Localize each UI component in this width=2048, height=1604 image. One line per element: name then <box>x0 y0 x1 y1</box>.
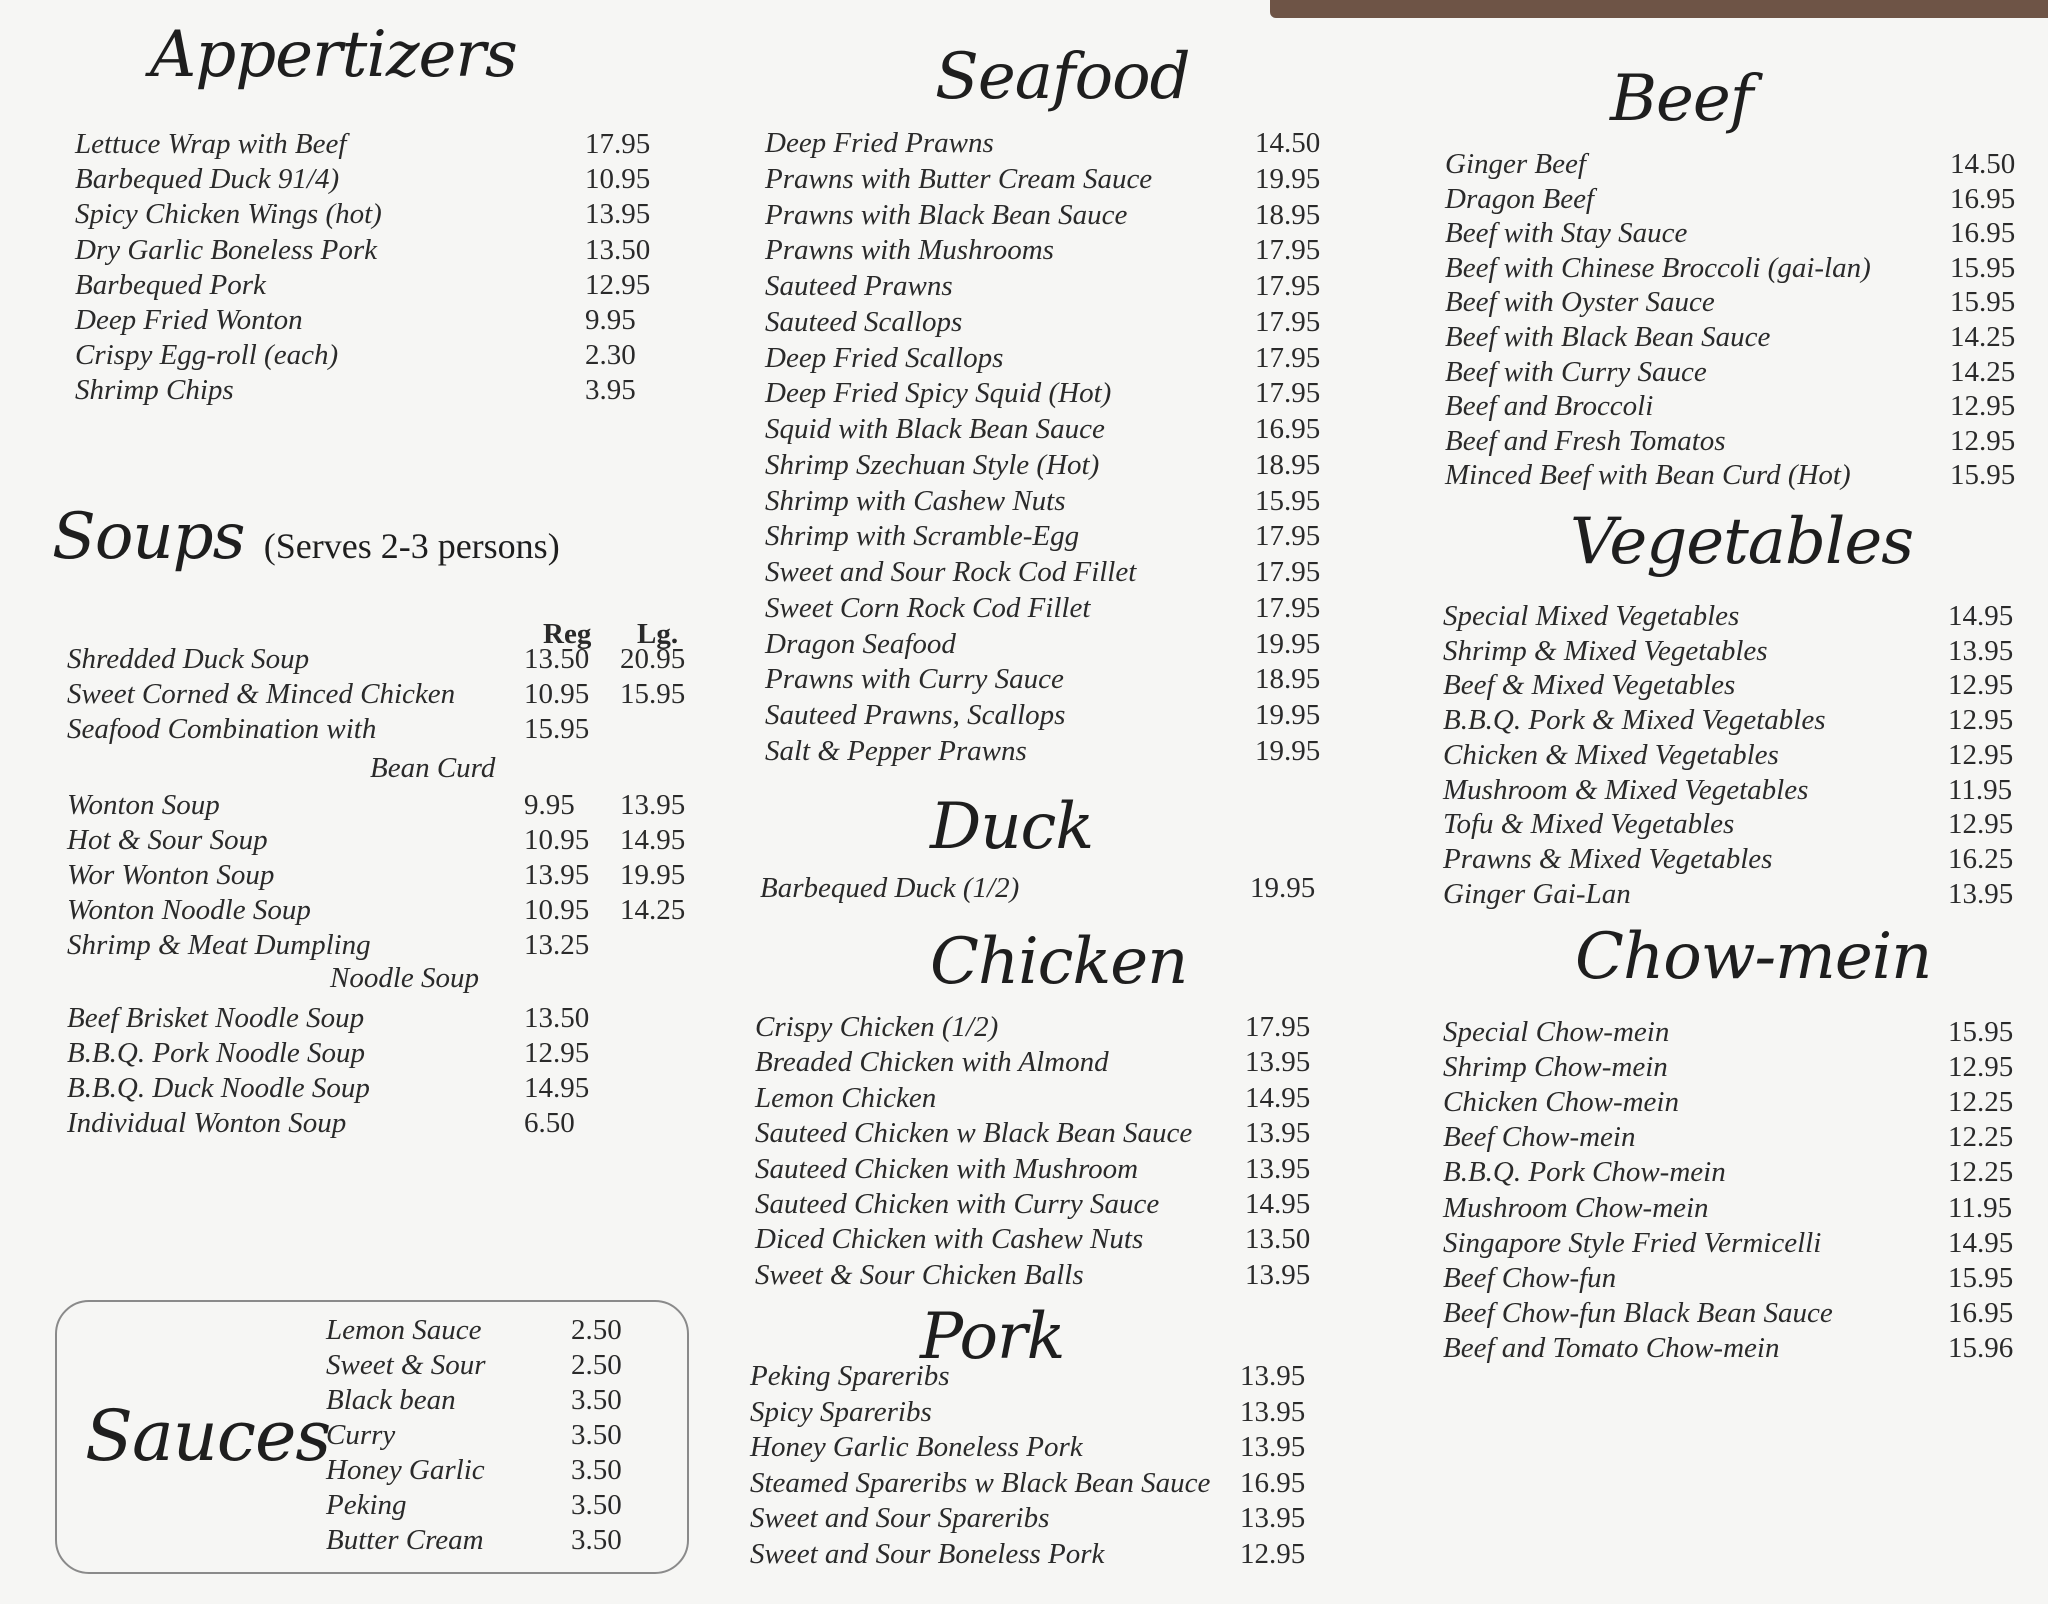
item-name: Prawns & Mixed Vegetables <box>1443 842 1773 875</box>
item-name: B.B.Q. Pork Chow-mein <box>1443 1156 1726 1189</box>
item-name: Salt & Pepper Prawns <box>765 734 1027 767</box>
item-name: Steamed Spareribs w Black Bean Sauce <box>750 1466 1211 1499</box>
item-name: Chicken & Mixed Vegetables <box>1443 738 1779 771</box>
menu-item <box>75 304 635 340</box>
item-price: 13.50 <box>585 233 651 266</box>
item-price-lg: 20.95 <box>620 643 686 675</box>
item-price-reg: 15.95 <box>524 713 590 745</box>
item-price: 15.95 <box>1950 459 2016 492</box>
menu-item <box>67 643 707 679</box>
item-name: Special Chow-mein <box>1443 1016 1670 1048</box>
item-name: Crispy Egg-roll (each) <box>75 339 339 372</box>
item-price-lg: 13.95 <box>620 789 686 821</box>
menu-item <box>750 1502 1330 1538</box>
menu-item <box>67 1037 707 1073</box>
menu-item <box>75 198 651 234</box>
item-name: Beef Chow-fun Black Bean Sauce <box>1443 1296 1833 1329</box>
item-price: 13.50 <box>1245 1223 1311 1256</box>
menu-item <box>750 1431 1330 1467</box>
menu-item <box>75 339 635 375</box>
soup-continuation: Noodle Soup <box>330 962 480 994</box>
menu-item <box>765 270 1345 306</box>
item-name: Special Mixed Vegetables <box>1443 600 1740 632</box>
item-price: 12.95 <box>1948 704 2014 737</box>
menu-item <box>1445 252 2035 288</box>
item-name: Individual Wonton Soup <box>67 1107 347 1139</box>
item-name: Peking <box>326 1489 407 1521</box>
soups-reg-header: Reg <box>543 618 592 650</box>
menu-item <box>765 234 1345 270</box>
item-price: 14.50 <box>1950 148 2016 180</box>
item-name: Shrimp & Meat Dumpling <box>67 929 371 961</box>
item-price: 3.50 <box>571 1384 622 1416</box>
menu-item <box>755 1188 1335 1224</box>
item-price: 10.95 <box>585 163 651 196</box>
item-name: Beef Chow-fun <box>1443 1261 1617 1294</box>
item-name: Sweet & Sour Chicken Balls <box>755 1258 1084 1291</box>
item-price: 11.95 <box>1948 1191 2013 1224</box>
menu-item <box>765 413 1345 449</box>
item-price: 11.95 <box>1948 773 2013 806</box>
menu-item <box>1443 774 2033 810</box>
item-price: 18.95 <box>1255 198 1321 231</box>
item-price: 19.95 <box>1255 734 1321 767</box>
item-price: 13.95 <box>1240 1431 1306 1463</box>
item-price: 17.95 <box>1255 341 1321 374</box>
menu-item <box>765 556 1345 592</box>
item-name: Shrimp with Scramble-Egg <box>765 520 1080 553</box>
item-price-reg: 13.95 <box>524 859 590 891</box>
item-name: Sweet Corn Rock Cod Fillet <box>765 591 1091 624</box>
item-price: 3.50 <box>571 1454 622 1486</box>
item-price: 15.95 <box>1948 1016 2014 1048</box>
menu-item <box>1443 808 2033 844</box>
menu-item <box>67 894 707 930</box>
item-name: Dragon Seafood <box>765 627 956 660</box>
item-price: 19.95 <box>1255 627 1321 660</box>
item-price-reg: 12.95 <box>524 1037 590 1069</box>
menu-item <box>326 1349 666 1385</box>
item-price: 17.95 <box>1255 377 1321 410</box>
item-price: 17.95 <box>1255 305 1321 338</box>
item-price: 14.95 <box>1245 1188 1311 1220</box>
item-price: 12.25 <box>1948 1086 2014 1119</box>
item-price: 17.95 <box>1255 591 1321 624</box>
menu-item <box>750 1360 1330 1396</box>
item-name: Peking Spareribs <box>750 1360 950 1392</box>
item-name: Prawns with Curry Sauce <box>765 663 1064 696</box>
item-name: Ginger Gai-Lan <box>1443 877 1631 910</box>
pork-heading: Pork <box>920 1300 1065 1374</box>
menu-item <box>765 127 1345 163</box>
item-price-lg: 15.95 <box>620 678 686 710</box>
item-price: 14.25 <box>1950 355 2016 388</box>
item-name: Beef with Oyster Sauce <box>1445 286 1715 319</box>
item-price: 2.50 <box>571 1349 622 1381</box>
item-name: Seafood Combination with <box>67 713 377 745</box>
menu-item <box>326 1489 666 1525</box>
item-name: Minced Beef with Bean Curd (Hot) <box>1445 459 1851 492</box>
menu-item <box>67 789 707 825</box>
item-price-reg: 10.95 <box>524 894 590 926</box>
menu-item <box>326 1454 666 1490</box>
item-name: Barbequed Pork <box>75 268 266 301</box>
item-name: Breaded Chicken with Almond <box>755 1046 1109 1079</box>
item-price: 9.95 <box>585 304 636 336</box>
item-name: Honey Garlic <box>326 1454 485 1486</box>
item-name: Deep Fried Spicy Squid (Hot) <box>765 377 1112 410</box>
item-name: Beef Chow-mein <box>1443 1121 1636 1154</box>
item-name: Sauteed Chicken w Black Bean Sauce <box>755 1117 1193 1150</box>
item-price: 13.95 <box>1948 877 2014 910</box>
menu-item <box>1445 425 2035 461</box>
menu-item <box>1445 286 2035 322</box>
item-price-reg: 10.95 <box>524 824 590 856</box>
item-name: Sweet & Sour <box>326 1349 486 1381</box>
item-price: 17.95 <box>1255 234 1321 267</box>
item-price: 18.95 <box>1255 663 1321 696</box>
item-price: 19.95 <box>1255 699 1321 731</box>
item-price: 13.95 <box>1245 1046 1311 1079</box>
menu-item <box>1443 1297 2033 1333</box>
item-price: 2.30 <box>585 339 636 372</box>
menu-item <box>750 1396 1330 1432</box>
item-price: 12.95 <box>585 268 651 301</box>
menu-item <box>1443 1262 2033 1298</box>
item-name: Shredded Duck Soup <box>67 643 310 675</box>
menu-item <box>75 268 651 305</box>
item-name: Crispy Chicken (1/2) <box>755 1011 999 1043</box>
menu-item <box>1443 600 2033 636</box>
item-price-reg: 13.50 <box>524 643 590 675</box>
item-name: Deep Fried Wonton <box>75 304 303 336</box>
menu-item <box>1443 739 2033 775</box>
item-name: Spicy Chicken Wings (hot) <box>75 198 382 231</box>
beef-heading: Beef <box>1610 62 1753 136</box>
menu-item <box>765 520 1345 556</box>
menu-item <box>765 735 1345 771</box>
item-price-lg: 14.95 <box>620 824 686 856</box>
menu-item <box>1443 704 2033 740</box>
item-price: 16.25 <box>1948 842 2014 875</box>
item-price-reg: 13.50 <box>524 1002 590 1034</box>
item-price: 15.95 <box>1255 484 1321 517</box>
item-name: Dry Garlic Boneless Pork <box>75 233 378 266</box>
item-price: 3.50 <box>571 1489 622 1521</box>
item-name: Shrimp & Mixed Vegetables <box>1443 634 1768 667</box>
item-name: Shrimp Chow-mein <box>1443 1051 1668 1084</box>
item-name: Ginger Beef <box>1445 148 1586 180</box>
menu-item <box>67 859 707 895</box>
menu-item <box>75 128 651 164</box>
item-price: 14.95 <box>1245 1081 1311 1114</box>
menu-item <box>67 929 707 965</box>
menu-item <box>67 824 707 860</box>
item-name: Dragon Beef <box>1445 182 1594 215</box>
item-price: 3.50 <box>571 1524 622 1556</box>
item-name: Barbequed Duck (1/2) <box>760 872 1020 904</box>
item-name: Lettuce Wrap with Beef <box>75 128 347 160</box>
item-price: 17.95 <box>1255 520 1321 553</box>
item-name: Sauteed Prawns, Scallops <box>765 699 1066 731</box>
item-price: 13.95 <box>1240 1502 1306 1534</box>
item-price: 18.95 <box>1255 448 1321 481</box>
item-price: 12.25 <box>1948 1156 2014 1189</box>
item-name: B.B.Q. Duck Noodle Soup <box>67 1072 370 1104</box>
item-name: B.B.Q. Pork & Mixed Vegetables <box>1443 704 1826 737</box>
item-price: 12.95 <box>1950 390 2016 423</box>
item-name: Honey Garlic Boneless Pork <box>750 1431 1083 1463</box>
item-name: Lemon Chicken <box>755 1081 937 1114</box>
item-name: Prawns with Black Bean Sauce <box>765 198 1128 231</box>
menu-item <box>326 1524 666 1560</box>
item-price: 13.95 <box>585 198 651 231</box>
menu-item <box>75 163 651 199</box>
menu-item <box>1445 356 2035 392</box>
item-price: 12.95 <box>1948 738 2014 771</box>
menu-item <box>67 713 707 749</box>
top-edge-strip <box>1270 0 2048 18</box>
item-price: 16.95 <box>1950 182 2016 215</box>
item-name: Curry <box>326 1419 396 1451</box>
item-name: Beef with Stay Sauce <box>1445 217 1688 250</box>
item-price: 15.96 <box>1948 1331 2014 1364</box>
item-price-reg: 14.95 <box>524 1072 590 1104</box>
item-name: Squid with Black Bean Sauce <box>765 413 1105 445</box>
item-name: Prawns with Butter Cream Sauce <box>765 162 1153 195</box>
item-name: Sauteed Chicken with Mushroom <box>755 1152 1139 1185</box>
menu-item <box>1443 878 2033 914</box>
item-price: 13.95 <box>1240 1395 1306 1428</box>
item-price: 17.95 <box>1245 1011 1311 1043</box>
item-name: Sweet and Sour Boneless Pork <box>750 1537 1105 1570</box>
soups-heading <box>52 500 560 574</box>
item-name: Beef with Curry Sauce <box>1445 355 1707 388</box>
item-price-lg: 14.25 <box>620 894 686 926</box>
menu-item <box>75 233 651 270</box>
item-name: Beef with Chinese Broccoli (gai-lan) <box>1445 251 1871 284</box>
item-name: Beef and Fresh Tomatos <box>1445 424 1726 457</box>
item-name: Wonton Soup <box>67 789 220 821</box>
menu-item <box>755 1082 1335 1118</box>
item-price: 16.95 <box>1950 217 2016 250</box>
menu-item <box>1445 148 2035 184</box>
item-name: B.B.Q. Pork Noodle Soup <box>67 1037 366 1069</box>
item-price: 13.95 <box>1240 1360 1306 1392</box>
item-price-reg: 9.95 <box>524 789 575 821</box>
item-price: 14.95 <box>1948 1226 2014 1259</box>
item-name: Beef and Broccoli <box>1445 390 1654 423</box>
chicken-heading: Chicken <box>930 925 1188 999</box>
item-price: 12.95 <box>1948 808 2014 841</box>
item-price: 12.95 <box>1948 669 2014 702</box>
menu-item <box>1443 1016 2033 1052</box>
item-name: Mushroom & Mixed Vegetables <box>1443 773 1809 806</box>
menu-item <box>1445 459 2035 495</box>
menu-item <box>1443 1227 2033 1263</box>
item-name: Diced Chicken with Cashew Nuts <box>755 1223 1144 1256</box>
menu-item <box>1443 1051 2033 1087</box>
item-price: 16.95 <box>1255 413 1321 445</box>
appetizers-heading: Appertizers <box>150 18 517 92</box>
menu-item <box>326 1419 666 1455</box>
item-price-reg: 6.50 <box>524 1107 575 1139</box>
menu-item <box>1445 390 2035 426</box>
item-price: 13.95 <box>1948 634 2014 667</box>
item-name: Spicy Spareribs <box>750 1395 932 1428</box>
item-price: 12.95 <box>1240 1537 1306 1570</box>
item-name: Deep Fried Prawns <box>765 127 994 159</box>
item-name: Sweet and Sour Spareribs <box>750 1502 1050 1534</box>
menu-item <box>67 1107 707 1143</box>
menu-item <box>765 377 1345 413</box>
item-name: Barbequed Duck 91/4) <box>75 163 340 196</box>
item-price: 3.50 <box>571 1419 622 1451</box>
menu-item <box>765 699 1345 735</box>
menu-item <box>1443 1086 2033 1122</box>
item-name: Butter Cream <box>326 1524 484 1556</box>
item-name: Prawns with Mushrooms <box>765 234 1054 267</box>
item-name: Sweet Corned & Minced Chicken <box>67 678 456 710</box>
menu-item <box>755 1223 1335 1259</box>
menu-item <box>765 306 1345 342</box>
menu-item <box>67 678 707 714</box>
item-name: Beef with Black Bean Sauce <box>1445 321 1771 353</box>
item-name: Sauteed Prawns <box>765 270 953 302</box>
item-price: 17.95 <box>1255 556 1321 588</box>
menu-item <box>1443 1121 2033 1157</box>
item-price-reg: 13.25 <box>524 929 590 961</box>
item-name: Beef and Tomato Chow-mein <box>1443 1331 1780 1364</box>
vegetables-heading: Vegetables <box>1570 505 1914 579</box>
menu-item <box>1445 321 2035 357</box>
item-name: Sweet and Sour Rock Cod Fillet <box>765 556 1137 588</box>
item-price-lg: 19.95 <box>620 859 686 891</box>
item-price: 17.95 <box>585 128 651 160</box>
item-name: Singapore Style Fried Vermicelli <box>1443 1226 1822 1259</box>
soups-title: Soups <box>52 500 245 574</box>
item-price: 15.95 <box>1948 1261 2014 1294</box>
item-name: Black bean <box>326 1384 456 1416</box>
menu-item <box>750 1538 1330 1574</box>
item-price: 15.95 <box>1950 286 2016 319</box>
menu-item <box>765 163 1345 199</box>
menu-item <box>755 1259 1335 1295</box>
item-price: 14.50 <box>1255 127 1321 159</box>
menu-item <box>755 1117 1335 1153</box>
item-name: Hot & Sour Soup <box>67 824 268 856</box>
item-name: Chicken Chow-mein <box>1443 1086 1679 1119</box>
item-price: 15.95 <box>1950 251 2016 284</box>
menu-item <box>750 1467 1330 1503</box>
item-price: 19.95 <box>1255 162 1321 195</box>
menu-item <box>765 628 1345 664</box>
menu-item <box>1443 1156 2033 1192</box>
menu-item <box>765 342 1345 378</box>
item-name: Beef & Mixed Vegetables <box>1443 669 1736 702</box>
item-price: 14.95 <box>1948 600 2014 632</box>
item-price: 12.95 <box>1950 424 2016 457</box>
soups-lg-header: Lg. <box>637 618 679 650</box>
menu-item <box>765 592 1345 628</box>
item-price: 19.95 <box>1250 872 1316 904</box>
item-price: 16.95 <box>1240 1466 1306 1499</box>
item-name: Sauteed Scallops <box>765 305 963 338</box>
menu-item <box>67 1002 707 1038</box>
item-name: Shrimp with Cashew Nuts <box>765 484 1066 517</box>
item-name: Shrimp Szechuan Style (Hot) <box>765 448 1100 481</box>
item-price: 3.95 <box>585 374 636 407</box>
menu-item <box>1445 217 2035 253</box>
item-price-reg: 10.95 <box>524 678 590 710</box>
item-name: Lemon Sauce <box>326 1314 482 1346</box>
item-name: Tofu & Mixed Vegetables <box>1443 808 1735 841</box>
seafood-heading: Seafood <box>935 40 1190 114</box>
item-name: Sauteed Chicken with Curry Sauce <box>755 1188 1160 1220</box>
item-price: 13.95 <box>1245 1152 1311 1185</box>
item-name: Beef Brisket Noodle Soup <box>67 1002 365 1034</box>
menu-item <box>326 1384 666 1420</box>
item-price: 2.50 <box>571 1314 622 1346</box>
menu-item <box>67 1072 707 1108</box>
sauces-heading: Sauces <box>85 1395 331 1477</box>
soup-continuation: Bean Curd <box>370 752 496 784</box>
menu-item <box>765 485 1345 521</box>
menu-item <box>765 199 1345 235</box>
item-name: Wor Wonton Soup <box>67 859 275 891</box>
item-price: 13.95 <box>1245 1258 1311 1291</box>
menu-item <box>765 663 1345 699</box>
menu-item <box>755 1046 1335 1082</box>
menu-item <box>1443 669 2033 705</box>
menu-item <box>760 872 1340 908</box>
menu-item <box>1443 1192 2033 1228</box>
item-price: 12.95 <box>1948 1051 2014 1084</box>
menu-item <box>75 374 635 410</box>
menu-item <box>755 1011 1335 1047</box>
item-price: 12.25 <box>1948 1121 2014 1154</box>
item-name: Wonton Noodle Soup <box>67 894 311 926</box>
item-name: Shrimp Chips <box>75 374 234 407</box>
chowmein-heading: Chow-mein <box>1575 920 1932 994</box>
menu-item <box>1443 843 2033 879</box>
menu-item <box>1443 1332 2033 1368</box>
item-price: 16.95 <box>1948 1296 2014 1329</box>
item-price: 17.95 <box>1255 270 1321 302</box>
menu-item <box>765 449 1345 485</box>
soups-subtitle: (Serves 2-3 persons) <box>263 526 560 566</box>
duck-heading: Duck <box>930 790 1094 864</box>
item-name: Deep Fried Scallops <box>765 341 1004 374</box>
item-name: Mushroom Chow-mein <box>1443 1191 1709 1224</box>
item-price: 13.95 <box>1245 1117 1311 1150</box>
menu-item <box>755 1153 1335 1189</box>
menu-item <box>1445 183 2035 219</box>
item-price: 14.25 <box>1950 321 2016 353</box>
menu-item <box>326 1314 666 1350</box>
menu-item <box>1443 635 2033 671</box>
